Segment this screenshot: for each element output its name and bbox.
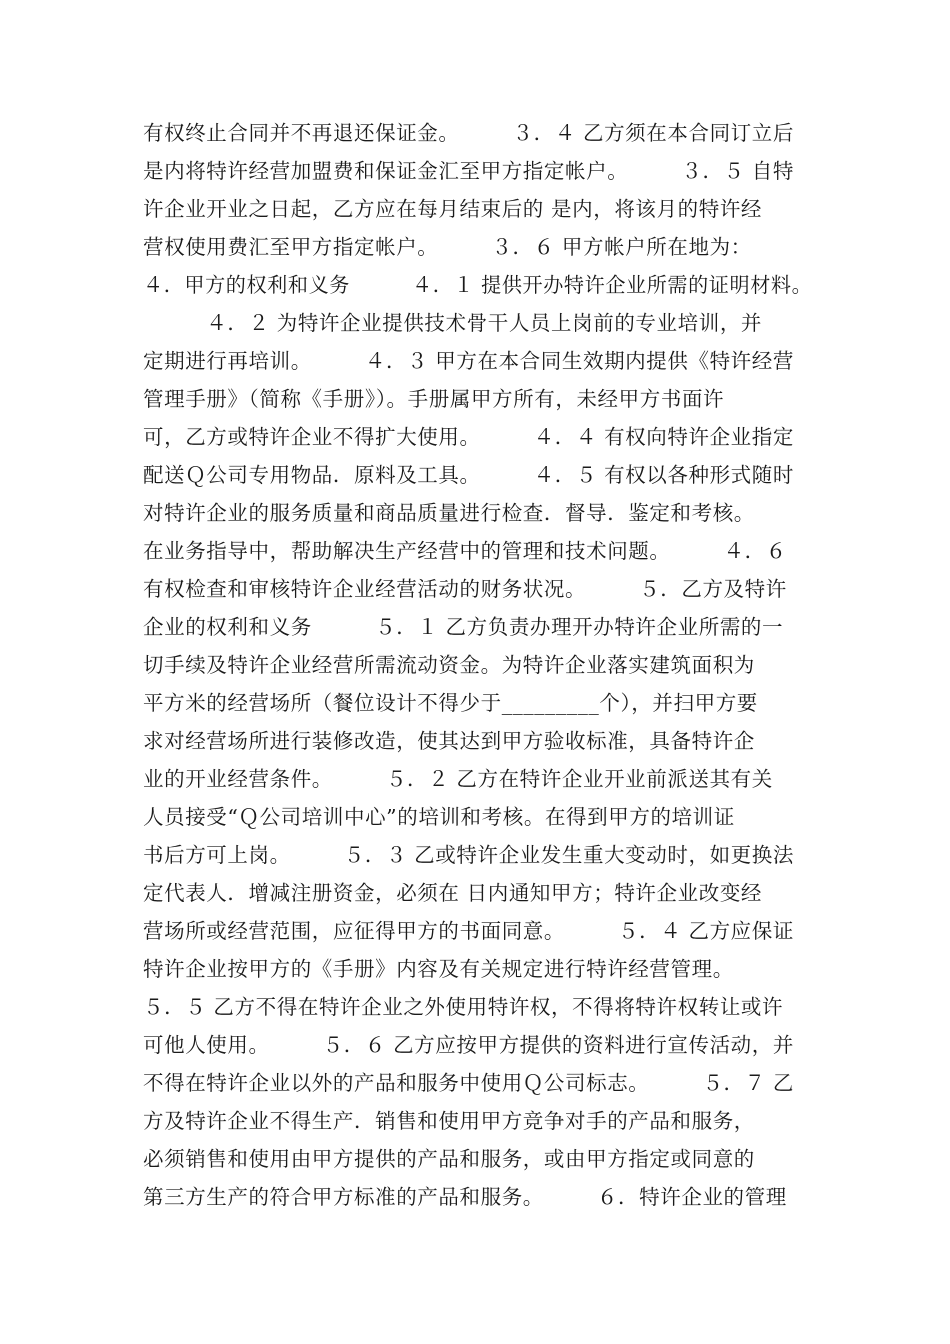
text-line: 切手续及特许企业经营所需流动资金。为特许企业落实建筑面积为 <box>143 653 755 677</box>
text-line: 对特许企业的服务质量和商品质量进行检查．督导．鉴定和考核。 <box>143 501 755 525</box>
text-line: 人员接受“Ｑ公司培训中心”的培训和考核。在得到甲方的培训证 <box>143 805 735 829</box>
text-line: 营场所或经营范围，应征得甲方的书面同意。 ５．４ 乙方应保证 <box>143 919 794 943</box>
text-line: ５．５ 乙方不得在特许企业之外使用特许权，不得将特许权转让或许 <box>143 995 784 1019</box>
text-line: 企业的权利和义务 ５．１ 乙方负责办理开办特许企业所需的一 <box>143 615 784 639</box>
text-line: 业的开业经营条件。 ５．２ 乙方在特许企业开业前派送其有关 <box>143 767 773 791</box>
text-line: 是内将特许经营加盟费和保证金汇至甲方指定帐户。 ３．５ 自特 <box>143 159 794 183</box>
text-line: 必须销售和使用由甲方提供的产品和服务，或由甲方指定或同意的 <box>143 1147 755 1171</box>
text-line: 书后方可上岗。 ５．３ 乙或特许企业发生重大变动时，如更换法 <box>143 843 794 867</box>
text-line: 配送Ｑ公司专用物品．原料及工具。 ４．５ 有权以各种形式随时 <box>143 463 794 487</box>
text-line: ４．２ 为特许企业提供技术骨干人员上岗前的专业培训，并 <box>143 311 763 335</box>
text-line: 不得在特许企业以外的产品和服务中使用Ｑ公司标志。 ５．７ 乙 <box>143 1071 794 1095</box>
text-line: ４．甲方的权利和义务 ４．１ 提供开办特许企业所需的证明材料。 <box>143 273 813 297</box>
text-line: 在业务指导中，帮助解决生产经营中的管理和技术问题。 ４．６ <box>143 539 787 563</box>
text-line: 营权使用费汇至甲方指定帐户。 ３．６ 甲方帐户所在地为： <box>143 235 752 259</box>
text-line: 有权检查和审核特许企业经营活动的财务状况。 ５．乙方及特许 <box>143 577 787 601</box>
text-line: 第三方生产的符合甲方标准的产品和服务。 ６．特许企业的管理 <box>143 1185 787 1209</box>
text-line: 许企业开业之日起，乙方应在每月结束后的 是内，将该月的特许经 <box>143 197 763 221</box>
text-line: 定期进行再培训。 ４．３ 甲方在本合同生效期内提供《特许经营 <box>143 349 794 373</box>
text-line: 可他人使用。 ５．６ 乙方应按甲方提供的资料进行宣传活动，并 <box>143 1033 794 1057</box>
text-line: 定代表人．增减注册资金，必须在 日内通知甲方；特许企业改变经 <box>143 881 763 905</box>
text-line: 特许企业按甲方的《手册》内容及有关规定进行特许经营管理。 <box>143 957 734 981</box>
text-line: 可，乙方或特许企业不得扩大使用。 ４．４ 有权向特许企业指定 <box>143 425 794 449</box>
text-line: 有权终止合同并不再退还保证金。 ３．４ 乙方须在本合同订立后 <box>143 121 794 145</box>
text-line: 方及特许企业不得生产．销售和使用甲方竞争对手的产品和服务， <box>143 1109 755 1133</box>
text-line: 平方米的经营场所（餐位设计不得少于_________个），并扫甲方要 <box>143 691 758 715</box>
text-line: 求对经营场所进行装修改造，使其达到甲方验收标准，具备特许企 <box>143 729 755 753</box>
text-line: 管理手册》（简称《手册》）。手册属甲方所有，未经甲方书面许 <box>143 387 725 411</box>
